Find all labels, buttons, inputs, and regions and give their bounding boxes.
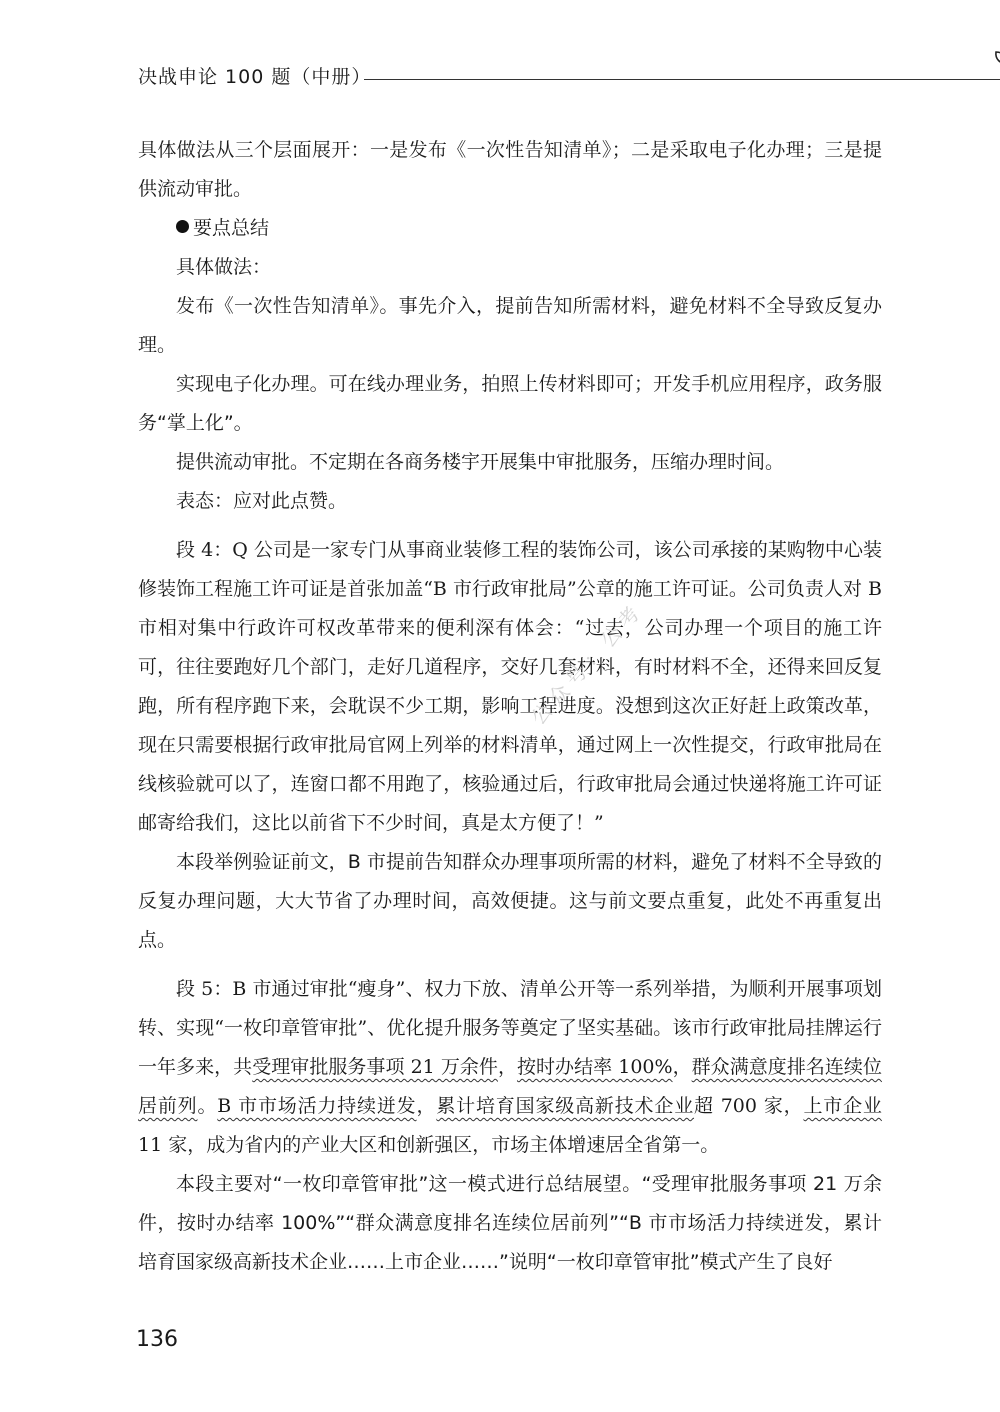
summary-item: 实现电子化办理。可在线办理业务，拍照上传材料即可；开发手机应用程序，政务服务“掌上化”。 [138,373,882,434]
page-number: 136 [136,1327,178,1352]
summary-item: 提供流动审批。不定期在各商务楼宇开展集中审批服务，压缩办理时间。 [176,451,785,473]
key-point-underline: 上市企业 [803,1095,882,1117]
material-paragraph-4: 段 4：Q 公司是一家专门从事商业装修工程的装饰公司，该公司承接的某购物中心装修装饰工程施工许可证是首张加盖“B 市行政审批局”公章的施工许可证。公司负责人对 B 市相对集中行政许可权改革带来的便利深有体会：“过去，公司办理一个项目的施工许可，往往要跑好几个部门，走好几道程序，交好几套材料，有时材料不全，还得来回反复跑，所有程序跑下来，会耽误不少工期，影响工程进度。没想到这次正好赶上政策改革，现在只需要根据行政审批局官网上列举的材料清单，通过网上一次性提交，行政审批局在线核验就可以了，连窗口都不用跑了，核验通过后，行政审批局会通过快递将施工许可证邮寄给我们，这比以前省下不少时间，真是太方便了！” [138,539,882,834]
page-body [138,131,882,1282]
sprout-icon [988,46,1000,86]
para5-sep: 。 [197,1095,218,1117]
summary-subheading: 具体做法： [176,256,272,278]
para5-text: 段 5：B 市通过审批“瘦身”、权力下放、清单公开等一系列举措，为顺利开展事项划转、实现“一枚印章管审批”、优化提升服务等奠定了坚实基础。该市行政审批局挂牌运行一年多来，共 [138,978,882,1078]
para5-text: 11 家，成为省内的产业大区和创新强区，市场主体增速居全省第一。 [138,1134,720,1156]
key-point-underline: 群众满意度排名连续位居前列 [138,1056,882,1117]
material-paragraph-5 [138,970,882,1165]
key-point-underline: B 市市场活力持续迸发 [217,1095,417,1117]
para5-sep: ， [416,1095,437,1117]
analysis-paragraph-4: 本段举例验证前文，B 市提前告知群众办理事项所需的材料，避免了材料不全导致的反复办理问题，大大节省了办理时间，高效便捷。这与前文要点重复，此处不再重复出点。 [138,851,882,951]
bullet-dot-icon [176,220,189,233]
header-rule [364,79,1000,80]
para5-text: 超 700 家， [694,1095,804,1117]
book-title: 决战申论 100 题（中册） [138,66,372,88]
key-point-underline: 累计培育国家级高新技术企业 [436,1095,695,1117]
summary-heading-text: 要点总结 [193,217,270,239]
para5-sep: ， [497,1056,517,1078]
key-point-underline: 按时办结率 100% [516,1056,673,1078]
intro-paragraph: 具体做法从三个层面展开：一是发布《一次性告知清单》；二是采取电子化办理；三是提供流动审批。 [138,139,882,200]
analysis-paragraph-5: 本段主要对“一枚印章管审批”这一模式进行总结展望。“受理审批服务事项 21 万余件，按时办结率 100%”“群众满意度排名连续位居前列”“B 市市场活力持续迸发，累计培育国家级高新技术企业……上市企业……”说明“一枚印章管审批”模式产生了良好 [138,1173,882,1273]
summary-heading [138,209,882,248]
summary-item: 发布《一次性告知清单》。事先介入，提前告知所需材料，避免材料不全导致反复办理。 [138,295,882,356]
key-point-underline: 受理审批服务事项 21 万余件 [252,1056,498,1078]
summary-item: 表态：应对此点赞。 [176,490,348,512]
watermark: 公众号：公考 [526,597,649,730]
para5-sep: ， [672,1056,692,1078]
